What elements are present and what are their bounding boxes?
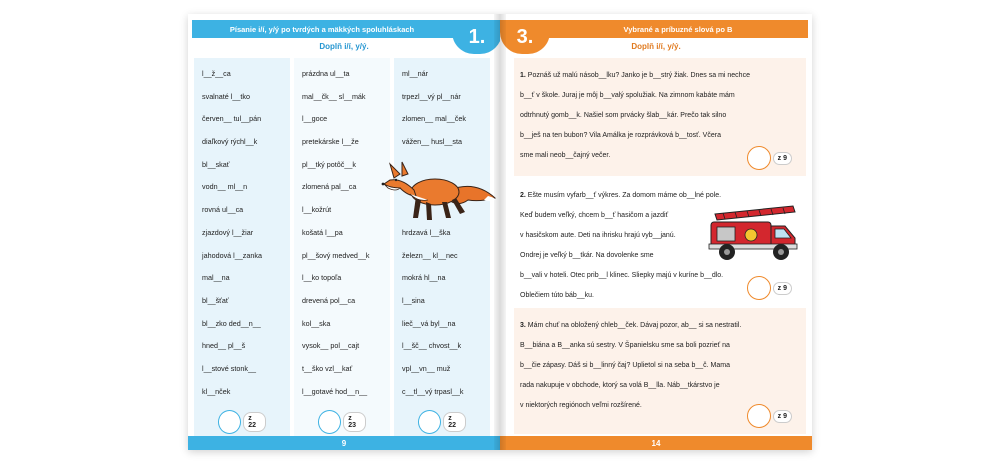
exercise-line: b__ť v škole. Juraj je môj b__valý spolužiak. Na zimnom kabáte mám <box>520 92 735 99</box>
word-item: vodn__ ml__n <box>202 182 248 192</box>
word-item: hned__ pl__š <box>202 341 246 351</box>
score-box <box>747 404 792 428</box>
word-item: železn__ kl__nec <box>402 250 458 260</box>
right-header <box>518 20 808 38</box>
word-item: kol__ska <box>302 318 331 328</box>
left-header-title: Písanie i/í, y/ý po tvrdých a mäkkých spoluhláskach <box>229 24 415 34</box>
word-item: drevená pol__ca <box>302 295 356 305</box>
word-item: l__ko topoľa <box>302 273 342 283</box>
exercise-line: b__čie zápasy. Dáš si b__linný čaj? Uplietol si na seba b__č. Mama <box>520 362 730 369</box>
word-item: c__tl__vý trpasl__k <box>402 386 464 396</box>
exercise-line: b__vali v hoteli. Otec prib__l klinec. Sliepky majú v kuríne b__dlo. <box>520 272 724 279</box>
fire-truck-illustration <box>707 200 799 262</box>
word-item: hrdzavá l__ška <box>402 227 451 237</box>
word-item: l__stové stonk__ <box>202 363 256 373</box>
word-item: košatá l__pa <box>302 227 343 237</box>
word-item: bl__šťať <box>202 295 229 305</box>
word-item: l__kožrút <box>302 205 332 215</box>
score-input-circle[interactable] <box>218 410 241 434</box>
section-number-badge: 3. <box>500 20 550 54</box>
score-label: z 9 <box>773 410 792 423</box>
word-item: trpezl__vý pl__nár <box>402 91 461 101</box>
section-number-badge: 1. <box>452 20 500 54</box>
exercise-text: Poznáš už malú násob__lku? Janko je b__strý žiak. Dnes sa mi nechce <box>527 72 750 79</box>
book-gutter <box>494 14 506 450</box>
word-item: l__šč__ chvost__k <box>402 341 462 351</box>
left-header <box>192 20 482 38</box>
word-item: rovná ul__ca <box>202 205 244 215</box>
right-header-title: Vybrané a príbuzné slová po B <box>623 24 733 34</box>
right-footer <box>500 436 812 450</box>
score-input-circle[interactable] <box>418 410 441 434</box>
score-box <box>418 410 466 434</box>
exercise-line: v niektorých regiónoch veľmi rozšírené. <box>520 402 642 409</box>
score-box <box>318 410 366 434</box>
word-item: jahodová l__zanka <box>202 250 262 260</box>
exercise-line: Keď budem veľký, chcem b__ť hasičom a jazdiť <box>520 212 669 219</box>
score-label: z 22 <box>443 412 466 432</box>
left-instruction: Doplň i/í, y/ý. <box>319 42 369 51</box>
score-input-circle[interactable] <box>747 404 771 428</box>
word-item: svalnaté l__tko <box>202 91 250 101</box>
word-item: ml__nár <box>402 69 428 78</box>
word-item: zlomen__ mal__ček <box>402 114 466 124</box>
word-item: vpl__vn__ muž <box>402 363 451 373</box>
word-item: pl__tký potôč__k <box>302 159 356 169</box>
exercise-line <box>520 66 798 86</box>
word-item: mokrá hl__na <box>402 273 446 283</box>
word-item: prázdna ul__ta <box>302 69 350 78</box>
left-page-number: 9 <box>341 438 347 448</box>
word-item: diaľkový rýchl__k <box>202 137 258 147</box>
exercise-3 <box>514 308 806 434</box>
exercise-number: 2. <box>520 192 526 199</box>
word-column-3 <box>394 58 490 436</box>
exercise-number: 3. <box>520 322 526 329</box>
exercise-line: Ondrej je veľký b__tkár. Na dovolenke sme <box>520 252 654 259</box>
word-item: l__goce <box>302 114 328 124</box>
score-input-circle[interactable] <box>747 276 771 300</box>
score-label: z 9 <box>773 152 792 165</box>
word-item: pl__šový medved__k <box>302 250 370 260</box>
score-box <box>747 146 792 170</box>
exercise-text: Mám chuť na obložený chleb__ček. Dávaj pozor, ab__ si sa nestratil. <box>527 322 742 329</box>
word-item: kl__nček <box>202 386 231 396</box>
word-item: lieč__vá byl__na <box>402 318 456 328</box>
word-column-2 <box>294 58 390 436</box>
score-input-circle[interactable] <box>747 146 771 170</box>
score-box <box>747 276 792 300</box>
score-label: z 23 <box>343 412 366 432</box>
word-item: t__ško vzl__kať <box>302 363 353 373</box>
score-label: z 9 <box>773 282 792 295</box>
word-item: l__ž__ca <box>202 69 231 78</box>
word-item: bl__skať <box>202 159 230 169</box>
word-item: mal__čk__ sl__mák <box>302 91 366 101</box>
exercise-1 <box>514 58 806 176</box>
exercise-line: Oblečiem túto báb__ku. <box>520 292 594 299</box>
exercise-number: 1. <box>520 72 526 79</box>
word-item: l__gotavé hod__n__ <box>302 386 368 396</box>
exercise-line: rada nakupuje v obchode, ktorý sa volá B__lla. Náb__tkárstvo je <box>520 382 720 389</box>
score-input-circle[interactable] <box>318 410 341 434</box>
word-column-1 <box>194 58 290 436</box>
exercise-line: v hasičskom aute. Deti na ihrisku hrajú vyb__janú. <box>520 232 676 239</box>
left-page <box>188 14 500 450</box>
word-item: mal__na <box>202 273 230 283</box>
right-instruction: Doplň i/í, y/ý. <box>631 42 681 51</box>
word-item: pretekárske l__že <box>302 137 359 147</box>
word-columns <box>194 58 490 436</box>
exercise-line: sme mali neob__čajný večer. <box>520 152 611 159</box>
exercise-text: Ešte musím vyfarb__ť výkres. Za domom máme ob__lné pole. <box>527 192 722 199</box>
word-item: bl__zko ded__n__ <box>202 318 261 328</box>
word-item: vysok__ pol__cajt <box>302 341 360 351</box>
word-item: zjazdový l__žiar <box>202 227 254 237</box>
score-label: z 22 <box>243 412 266 432</box>
word-item: zlomená pal__ca <box>302 182 357 192</box>
left-footer <box>188 436 500 450</box>
exercise-line <box>520 316 798 336</box>
exercise-line: B__biána a B__anka sú sestry. V Španielsku sme sa boli pozrieť na <box>520 342 730 349</box>
word-item: červen__ tul__pán <box>202 114 262 124</box>
word-item: vážen__ husl__sta <box>402 137 462 147</box>
fox-illustration <box>380 150 498 226</box>
score-box <box>218 410 266 434</box>
exercise-line: odtrhnutý gomb__k. Našiel som prvácky šlab__kár. Prečo tak silno <box>520 112 727 119</box>
word-item: l__sina <box>402 295 425 305</box>
exercise-line: b__ješ na ten bubon? Vila Amálka je rozprávková b__tosť. Včera <box>520 132 721 139</box>
right-page-number: 14 <box>651 438 661 448</box>
